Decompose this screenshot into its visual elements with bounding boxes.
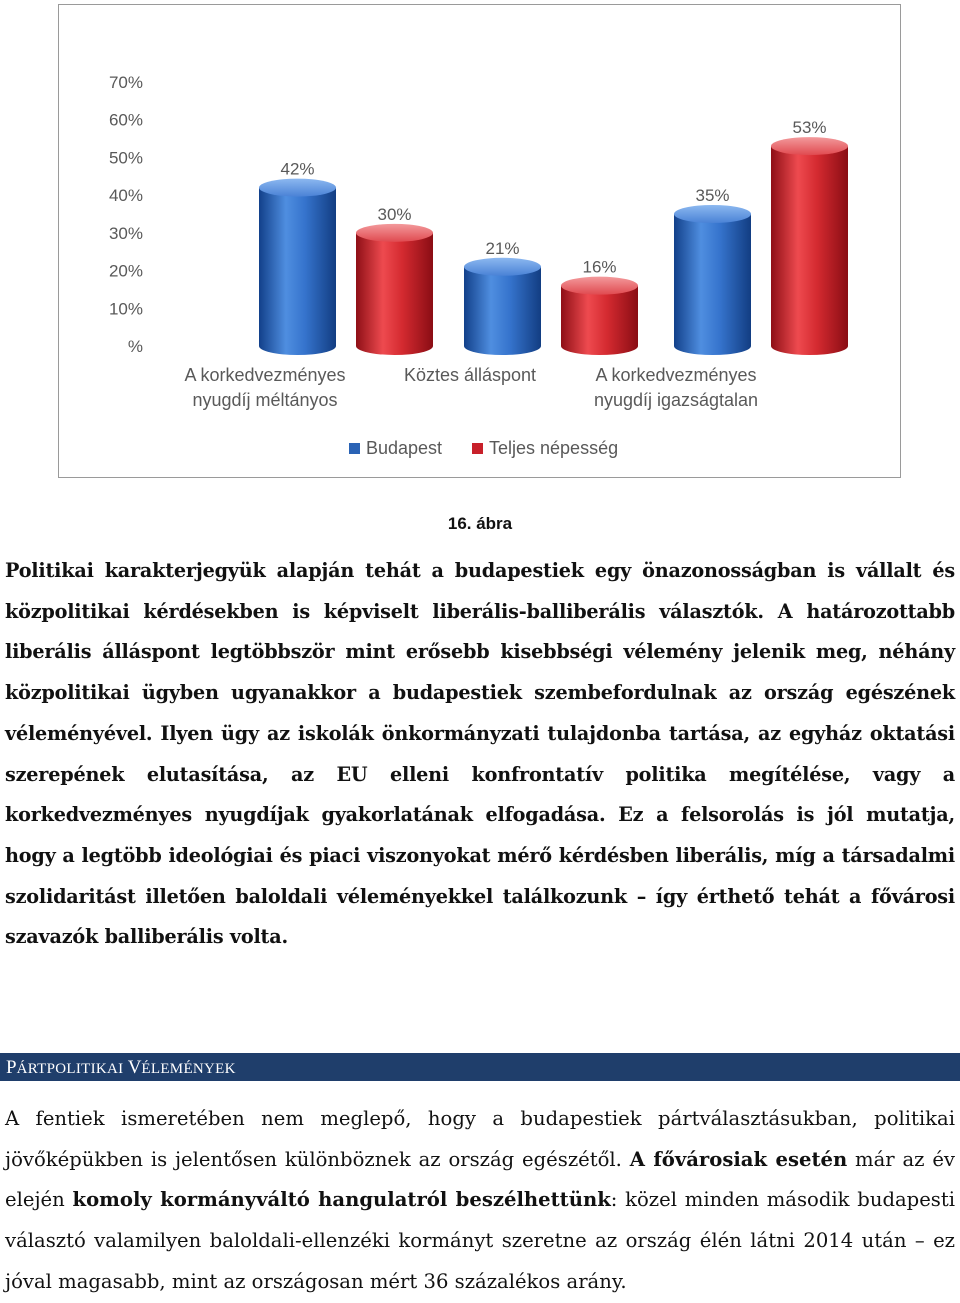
section-header-initial-v: V — [127, 1057, 142, 1078]
section-header-rest-2: ÉLEMÉNYEK — [141, 1061, 236, 1077]
y-tick-label: 30% — [108, 223, 143, 243]
y-tick-label: 60% — [108, 110, 143, 130]
bar-budapest — [674, 186, 751, 355]
bar-top — [259, 179, 336, 197]
legend — [349, 438, 618, 458]
legend-label-budapest: Budapest — [366, 438, 443, 458]
y-tick-label: 50% — [108, 148, 143, 168]
y-tick-label: % — [127, 337, 143, 356]
x-category-label: A korkedvezményes — [184, 365, 346, 385]
bar-body — [464, 267, 541, 355]
data-label: 35% — [695, 186, 730, 205]
bar-body — [561, 286, 638, 355]
bar-body — [356, 233, 433, 355]
bar-national — [771, 118, 848, 355]
p2-text-3: : közel minden második budapesti választó valamilyen baloldali-ellenzéki kormányt szeretne az ország élén látni 2014 után – ez jóval magasabb, mint az országosan mért 36 százalékos arány. — [5, 1188, 955, 1293]
bar-top — [771, 137, 848, 155]
bar-top — [464, 258, 541, 276]
x-axis — [184, 365, 758, 410]
data-label: 30% — [377, 204, 412, 224]
bar-body — [674, 214, 751, 355]
section-header-rest-1: ÁRTPOLITIKAI — [16, 1061, 124, 1077]
bar-top — [674, 205, 751, 223]
p2-text-2: már az év elején — [5, 1147, 955, 1212]
data-label: 16% — [582, 257, 617, 277]
bar-budapest — [259, 160, 336, 355]
y-tick-label: 40% — [108, 186, 143, 206]
bar-chart — [58, 4, 901, 478]
p2-bold-1: A fővárosiak esetén — [629, 1147, 848, 1171]
bar-body — [771, 146, 848, 355]
y-axis — [109, 73, 143, 356]
bar-budapest — [464, 239, 541, 355]
bar-top — [561, 277, 638, 295]
p2-bold-2: komoly kormányváltó hangulatról beszélhettünk — [72, 1188, 611, 1212]
x-category-label: nyugdíj igazságtalan — [593, 390, 759, 410]
bar-national — [356, 205, 433, 355]
paragraph-political-character: Politikai karakterjegyük alapján tehát a budapestiek egy önazonosságban is vállalt és közpolitikai kérdésekben is képviselt liberális-balliberális választók. A határozottabb liberális álláspont legtöbbször mint erősebb kisebbségi vélemény jelenik meg, néhány közpolitikai ügyben ugyanakkor a budapestiek szembefordulnak az ország egészének véleményével. Ilyen ügy az iskolák önkormányzati tulajdonba tartása, az egyház oktatási szerepének elutasítása, az EU elleni konfrontatív politika megítélése, vagy a korkedvezményes nyugdíjak gyakorlatának elfogadása. Ez a felsorolás is jól mutatja, hogy a legtöbb ideológiai és piaci viszonyokat mérő kérdésben liberális, míg a társadalmi szolidaritást illetően baloldali véleményekkel találkozunk – így érthető tehát a fővárosi szavazók balliberális volta. — [5, 559, 955, 949]
legend-swatch-national — [472, 443, 483, 454]
data-label: 21% — [485, 238, 520, 258]
x-category-label: A korkedvezményes — [595, 365, 757, 385]
x-category-label: nyugdíj méltányos — [192, 390, 338, 410]
y-tick-label: 10% — [108, 299, 143, 319]
bar-chart-svg — [59, 5, 902, 479]
paragraph-party-preferences — [5, 1099, 955, 1303]
data-label: 42% — [280, 159, 315, 179]
bar-body — [259, 188, 336, 355]
figure-caption: 16. ábra — [447, 514, 513, 533]
bars — [259, 118, 848, 355]
legend-swatch-budapest — [349, 443, 360, 454]
y-tick-label: 20% — [108, 261, 143, 281]
bar-national — [561, 258, 638, 355]
section-header — [0, 1053, 960, 1081]
p2-text-1: A fentiek ismeretében nem meglepő, hogy a budapestiek pártválasztásukban, politikai jövőképükben is jelentősen különböznek az ország egészétől. — [5, 1107, 955, 1171]
data-label: 53% — [792, 118, 827, 138]
legend-label-national: Teljes népesség — [489, 438, 619, 458]
bar-top — [356, 224, 433, 242]
y-tick-label: 70% — [108, 73, 143, 92]
x-category-label: Köztes álláspont — [403, 365, 537, 385]
section-header-initial-p: P — [6, 1057, 17, 1078]
